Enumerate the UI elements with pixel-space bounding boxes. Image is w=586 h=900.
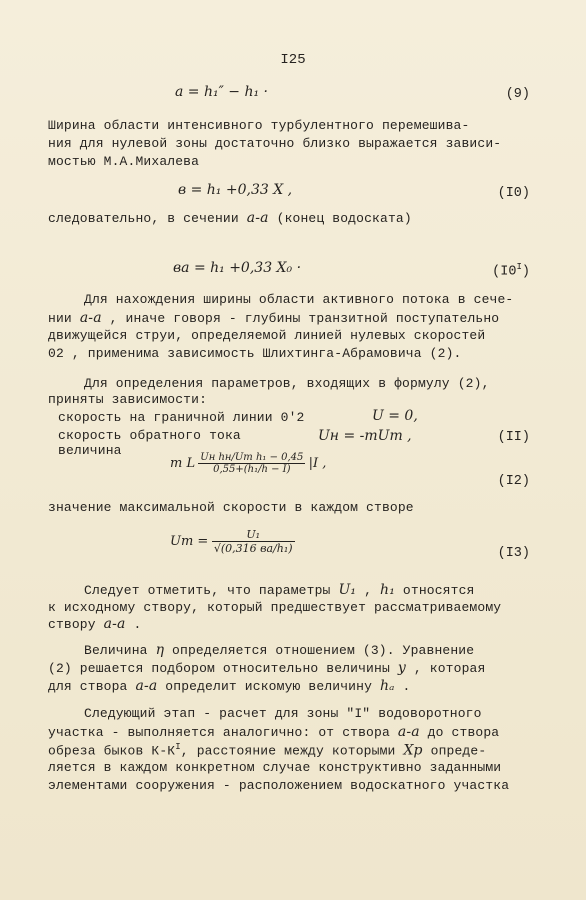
equation-10-prime-number: [492, 262, 530, 280]
text: Величина: [84, 643, 156, 658]
eq13-fraction: [212, 528, 295, 555]
text: для створа: [48, 679, 136, 694]
symbol-a-a: a-a: [397, 724, 420, 740]
equation-13: [170, 528, 295, 555]
paragraph-2-line-2: [48, 310, 540, 326]
paragraph-1-line-1: Ширина области интенсивного турбулентного перемешива-: [48, 118, 470, 133]
text-line-after-eq12: значение максимальной скорости в каждом створе: [48, 500, 414, 515]
superscript: I: [175, 742, 181, 752]
text: обреза быков К-К: [48, 743, 176, 759]
eq13-denominator: √(0,316 вa/h₁): [213, 542, 293, 555]
equation-11-number: (II): [497, 430, 530, 445]
eq12-numerator: Uн hн/Um h₁ − 0,45: [200, 452, 304, 463]
paragraph-2-line-4: 02 , применима зависимость Шлихтинга-Абрамовича (2).: [48, 346, 462, 361]
paragraph-5-line-1: [84, 642, 540, 658]
equation-12: [170, 452, 326, 475]
symbol-u1: U₁: [338, 582, 357, 598]
paragraph-3-line-2: приняты зависимости:: [48, 392, 208, 407]
symbol-h1: h₁: [380, 582, 395, 598]
text: определит искомую величину: [157, 679, 380, 694]
paragraph-2-line-3: движущейся струи, определяемой линией нулевых скоростей: [48, 328, 486, 343]
text: , иначе говоря - глубины транзитной поступательно: [101, 311, 500, 326]
equation-12-number: (I2): [497, 474, 530, 489]
dependency-2-text-1: скорость обратного тока: [58, 428, 241, 443]
paragraph-6-line-5: элементами сооружения - расположением водоскатного участка: [48, 778, 510, 793]
paragraph-6-line-2: [48, 724, 540, 740]
equation-10: в = h₁ +0,33 X ,: [178, 182, 293, 198]
paragraph-2-line-1: Для нахождения ширины области активного потока в сече-: [84, 292, 514, 307]
text: нии: [48, 311, 80, 326]
paragraph-4-line-2: к исходному створу, который предшествует рассматриваемому: [48, 600, 502, 615]
paragraph-4-line-1: [84, 582, 540, 598]
text: , которая: [405, 661, 486, 676]
text: до створа: [419, 725, 500, 740]
eq12-m: m L: [170, 456, 196, 471]
text: (2) решается подбором относительно величины: [48, 661, 398, 676]
dependency-1-text: скорость на граничной линии 0'2: [58, 410, 305, 425]
text: .: [125, 617, 142, 632]
paren: ): [521, 264, 530, 280]
symbol-a-a: a-a: [246, 210, 269, 226]
paragraph-6-line-1: Следующий этап - расчет для зоны "I" водоворотного: [84, 706, 482, 721]
text: створу: [48, 617, 104, 632]
paragraph-5-line-3: [48, 678, 540, 694]
paragraph-1-line-3: мостью М.А.Михалева: [48, 154, 200, 169]
superscript: I: [516, 262, 522, 272]
text: Следует отметить, что параметры: [84, 583, 339, 598]
paragraph-6-line-3: [48, 742, 540, 758]
equation-10-number: (I0): [497, 186, 530, 201]
eq12-denominator: 0,55+(h₁/h − I): [213, 464, 291, 475]
eq13-numerator: U₁: [212, 528, 295, 542]
text: , расстояние между которыми: [180, 743, 404, 759]
number: (I0: [492, 264, 517, 280]
equation-9: a = h₁″ − h₁ ·: [175, 84, 268, 100]
eq12-tail: |I ,: [308, 456, 327, 471]
symbol-ha: hₐ: [379, 678, 395, 694]
symbol-a-a: a-a: [135, 678, 158, 694]
eq13-lhs: Um =: [170, 534, 209, 549]
text: опреде-: [422, 743, 487, 759]
text: участка - выполняется аналогично: от створа: [48, 725, 398, 740]
paragraph-5-line-2: [48, 660, 540, 676]
text: ,: [356, 583, 381, 598]
symbol-a-a: a-a: [79, 310, 102, 326]
dependency-2-text-2: величина: [58, 443, 122, 458]
symbol-eta: η: [155, 642, 165, 658]
equation-9-number: (9): [505, 87, 530, 102]
text: (конец водоската): [268, 211, 412, 226]
text: относятся: [394, 583, 475, 598]
page-number: I25: [280, 52, 306, 68]
text: определяется отношением (3). Уравнение: [164, 643, 475, 658]
dependency-1-formula: U = 0,: [372, 408, 418, 424]
text: .: [394, 679, 411, 694]
symbol-xp: Xp: [403, 742, 423, 759]
text-line-after-eq10: [48, 210, 540, 226]
paragraph-3-line-1: Для определения параметров, входящих в формулу (2),: [84, 376, 490, 391]
dependency-2-formula: Uн = -mUm ,: [318, 428, 412, 444]
paragraph-1-line-2: ния для нулевой зоны достаточно близко выражается зависи-: [48, 136, 502, 151]
symbol-y: y: [397, 660, 406, 676]
symbol-a-a: a-a: [103, 616, 126, 632]
eq12-fraction: [198, 452, 305, 475]
paragraph-6-line-4: ляется в каждом конкретном случае конструктивно заданными: [48, 760, 502, 775]
text: следовательно, в сечении: [48, 211, 247, 226]
paragraph-4-line-3: [48, 616, 540, 632]
equation-13-number: (I3): [497, 546, 530, 561]
equation-10-prime: вa = h₁ +0,33 X₀ ·: [173, 260, 302, 276]
